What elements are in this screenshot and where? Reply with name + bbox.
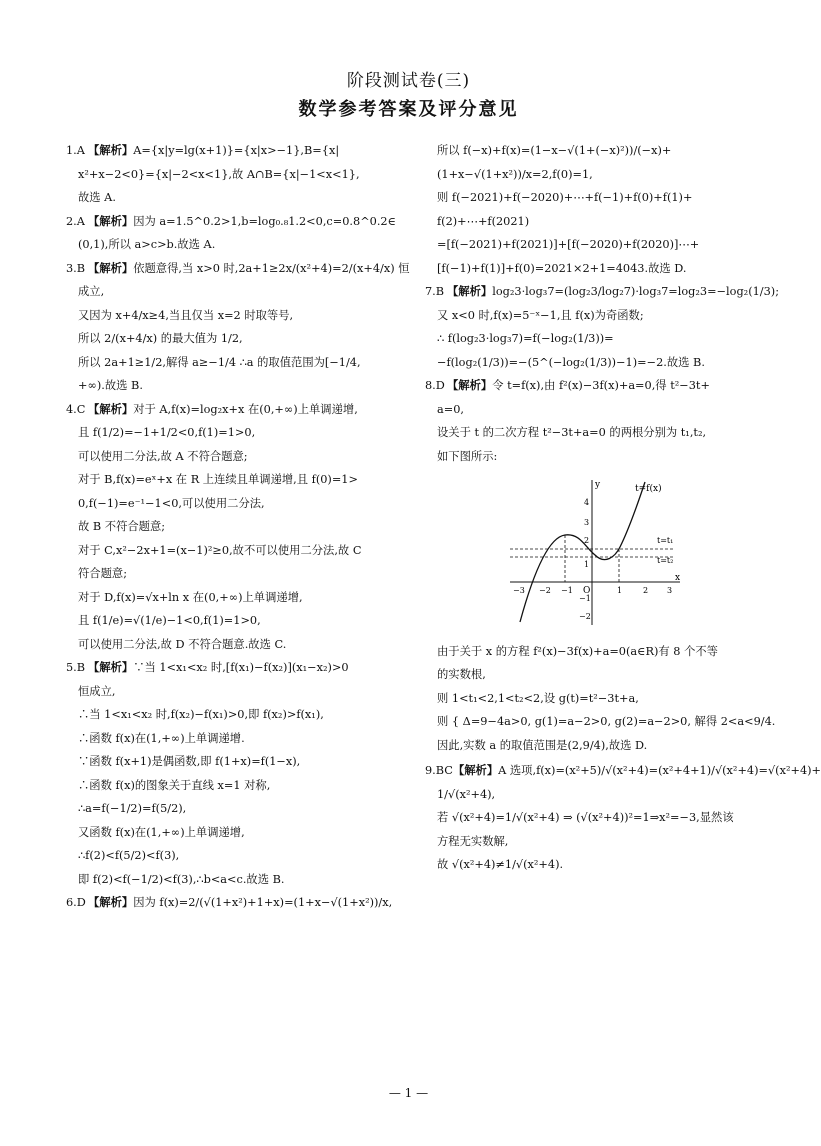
analysis-tag: 【解析】 [447,379,493,392]
solution-line [66,589,399,607]
solution-text: 因为 f(x)=2/(√(1+x²)+1+x)=(1+x−√(1+x²))/x, [133,896,393,909]
analysis-tag: 【解析】 [88,896,134,909]
solution-text: −f(log₂(1/3))=−(5^(−log₂(1/3))−1)=−2.故选 B. [437,355,705,369]
solution-text: 即 f(2)<f(−1/2)<f(3),∴b<a<c.故选 B. [78,872,285,886]
question-number: 1.A [66,144,85,157]
solution-text: 因为 a=1.5^0.2>1,b=log₀.₈1.2<0,c=0.8^0.2∈ [133,214,396,228]
solution-line [66,166,399,184]
solution-text: a=0, [437,402,464,416]
solution-line [66,659,399,677]
question-number: 9.BC [425,764,453,777]
y-tick: 2 [584,536,590,545]
q9-block [425,762,821,874]
solution-line [66,706,399,724]
solution-text: 设关于 t 的二次方程 t²−3t+a=0 的两根分别为 t₁,t₂, [437,426,707,439]
solution-text: 恒成立, [78,684,116,698]
solution-line: 由于关于 x 的方程 f²(x)−3f(x)+a=0(a∈R)有 8 个不等 [437,644,718,658]
question-solution [66,894,399,912]
solution-line: 的实数根, [437,668,486,681]
y-tick: −1 [579,594,591,603]
solution-text: A 选项,f(x)=(x²+5)/√(x²+4)=(x²+4+1)/√(x²+4)=√(x²+4)+ [498,764,821,777]
origin-label: O [583,586,591,596]
solution-text: ∵函数 f(x+1)是偶函数,即 f(1+x)=f(1−x), [78,755,301,768]
question-solution [425,762,821,874]
solution-text: 且 f(1/e)=√(1/e)−1<0,f(1)=1>0, [78,614,261,627]
solution-text: 对于 C,x²−2x+1=(x−1)²≥0,故不可以使用二分法,故 C [78,543,362,557]
question-number: 3.B [66,261,86,275]
solution-line [66,518,399,536]
question-solution [66,142,399,207]
solution-text: 令 t=f(x),由 f²(x)−3f(x)+a=0,得 t²−3t+ [492,379,710,392]
y-tick: 3 [584,518,590,527]
question-number: 4.C [66,402,86,416]
x-tick: −3 [513,586,525,595]
solution-text: ∵当 1<x₁<x₂ 时,[f(x₁)−f(x₂)](x₁−x₂)>0 [133,661,349,674]
solution-line [425,307,758,325]
solution-text: 1/√(x²+4), [437,787,496,801]
solution-line [66,495,399,513]
solution-line [66,448,399,466]
solution-line [66,213,399,231]
page-number: — 1 — [388,1086,429,1100]
question-number: 2.A [66,214,85,228]
analysis-tag: 【解析】 [88,144,134,157]
question-solution [66,401,399,654]
analysis-tag: 【解析】 [88,402,134,416]
solution-text: log₂3·log₃7=(log₂3/log₂7)·log₃7=log₂3=−log₂(1/3); [492,285,780,298]
analysis-tag: 【解析】 [447,285,493,298]
solution-text: ∴f(2)<f(5/2)<f(3), [78,849,180,862]
solution-text: x²+x−2<0}={x|−2<x<1},故 A∩B={x|−1<x<1}, [78,167,360,181]
solution-line: =[f(−2021)+f(2021)]+[f(−2020)+f(2020)]⋯+ [437,238,700,251]
solution-line [66,683,399,701]
solution-text: ∴ f(log₂3·log₃7)=f(−log₂(1/3))= [437,332,614,345]
solution-line: (1+x−√(1+x²))/x=2,f(0)=1, [437,167,593,181]
solution-text: 故 √(x²+4)≠1/√(x²+4). [437,858,564,871]
x-tick: 1 [617,586,623,595]
question-number: 8.D [425,379,445,392]
solution-line [425,283,780,301]
solution-line [66,471,399,489]
t1-label: t=t₁ [657,536,674,545]
t2-label: t=t₂ [657,556,674,565]
solution-line [66,354,399,372]
question-solution [66,659,399,888]
solution-line [425,786,758,804]
solution-text: 如下图所示: [437,449,498,463]
solution-line [66,753,399,771]
solution-text: 对于 D,f(x)=√x+ln x 在(0,+∞)上单调递增, [78,590,303,604]
solution-line [66,330,399,348]
solution-line [425,330,758,348]
solution-line [66,800,399,818]
solution-line [66,636,399,654]
solution-line [66,283,399,301]
solution-text: 又因为 x+4/x≥4,当且仅当 x=2 时取等号, [78,308,294,322]
solution-text: 依题意得,当 x>0 时,2a+1≥2x/(x²+4)=2/(x+4/x) 恒 [133,261,410,275]
q7-q8-block [425,283,780,465]
solution-line [425,762,821,780]
solution-line: 则 1<t₁<2,1<t₂<2,设 g(t)=t²−3t+a, [437,691,639,705]
solution-line [66,871,399,889]
solution-line [425,833,758,851]
solution-line: f(2)+⋯+f(2021) [437,214,530,228]
solution-text: 成立, [78,285,105,298]
solution-line [425,354,758,372]
page-subtitle: 数学参考答案及评分意见 [298,99,519,120]
x-tick: −2 [539,586,551,595]
solution-line [66,824,399,842]
function-graph [505,477,685,627]
analysis-tag: 【解析】 [452,764,499,777]
question-number: 6.D [66,896,86,909]
solution-line [425,377,758,395]
analysis-tag: 【解析】 [88,261,134,275]
solution-line [66,260,410,278]
solution-text: (0,1),所以 a>c>b.故选 A. [78,238,216,251]
solution-text: ∴当 1<x₁<x₂ 时,f(x₂)−f(x₁)>0,即 f(x₂)>f(x₁), [78,708,324,721]
solution-text: 且 f(1/2)=−1+1/2<0,f(1)=1>0, [78,426,256,439]
solution-text: 所以 2/(x+4/x) 的最大值为 1/2, [78,332,243,345]
y-tick: 1 [584,560,590,569]
solution-line [66,142,399,160]
solution-line [66,565,399,583]
solution-line [66,612,399,630]
analysis-tag: 【解析】 [88,661,134,674]
solution-text: 又函数 f(x)在(1,+∞)上单调递增, [78,825,245,839]
x-axis-label: x [675,573,681,583]
solution-text: 对于 B,f(x)=eˣ+x 在 R 上连续且单调递增,且 f(0)=1> [78,473,358,486]
q8-conclusion [425,643,776,755]
q6-continuation [425,142,758,277]
left-column [66,142,410,918]
solution-text: 方程无实数解, [437,834,509,848]
solution-line [425,424,758,442]
x-tick: 3 [667,586,673,595]
solution-line [425,401,758,419]
solution-line: 所以 f(−x)+f(x)=(1−x−√(1+(−x)²))/(−x)+ [437,144,672,157]
solution-text: 可以使用二分法,故 D 不符合题意.故选 C. [78,637,287,651]
solution-text: 故 B 不符合题意; [78,520,166,533]
solution-text: ∴函数 f(x)在(1,+∞)上单调递增. [78,731,245,745]
right-column [425,142,821,880]
solution-text: ∴函数 f(x)的图象关于直线 x=1 对称, [78,778,271,792]
question-number: 7.B [425,285,445,298]
solution-text: 符合题意; [78,567,127,580]
solution-line [66,777,399,795]
y-axis-label: y [595,480,601,490]
question-number: 5.B [66,661,86,674]
question-solution [66,260,410,395]
solution-line [66,189,399,207]
solution-line [66,377,399,395]
analysis-tag: 【解析】 [88,214,134,228]
solution-line: 则 f(−2021)+f(−2020)+⋯+f(−1)+f(0)+f(1)+ [437,191,693,204]
question-solution [66,213,399,254]
solution-line: [f(−1)+f(1)]+f(0)=2021×2+1=4043.故选 D. [437,261,687,275]
solution-line [66,542,399,560]
solution-line [425,809,758,827]
solution-line [66,401,399,419]
curve-label: t=f(x) [635,484,662,494]
solution-line: 则 { Δ=9−4a>0, g(1)=a−2>0, g(2)=a−2>0, 解得 2<a<9/4. [437,715,776,728]
x-tick: 2 [643,586,649,595]
solution-text: ∴a=f(−1/2)=f(5/2), [78,802,187,815]
solution-text: 对于 A,f(x)=log₂x+x 在(0,+∞)上单调递增, [133,402,358,416]
solution-line [66,894,399,912]
y-tick: 4 [584,498,590,507]
y-tick: −2 [579,612,591,621]
solution-text: 故选 A. [78,191,116,204]
solution-line: 因此,实数 a 的取值范围是(2,9/4),故选 D. [437,738,648,752]
solution-text: 可以使用二分法,故 A 不符合题意; [78,449,248,463]
question-solution [425,283,780,371]
x-tick: −1 [561,586,573,595]
solution-line [66,730,399,748]
solution-line [425,856,758,874]
solution-line [425,448,758,466]
solution-line [66,236,399,254]
solution-text: 0,f(−1)=e⁻¹−1<0,可以使用二分法, [78,496,265,510]
solution-line [66,307,399,325]
solution-text: 又 x<0 时,f(x)=5⁻ˣ−1,且 f(x)为奇函数; [437,308,644,322]
solution-line [66,424,399,442]
solution-line [66,847,399,865]
page-title: 阶段测试卷(三) [346,71,471,91]
solution-text: +∞).故选 B. [78,379,143,392]
solution-text: 所以 2a+1≥1/2,解得 a≥−1/4 ∴a 的取值范围为[−1/4, [78,355,361,369]
solution-text: 若 √(x²+4)=1/√(x²+4) ⇒ (√(x²+4))²=1⇒x²=−3,显然该 [437,811,734,824]
question-solution [425,377,758,465]
solution-text: A={x|y=lg(x+1)}={x|x>−1},B={x| [133,144,340,157]
